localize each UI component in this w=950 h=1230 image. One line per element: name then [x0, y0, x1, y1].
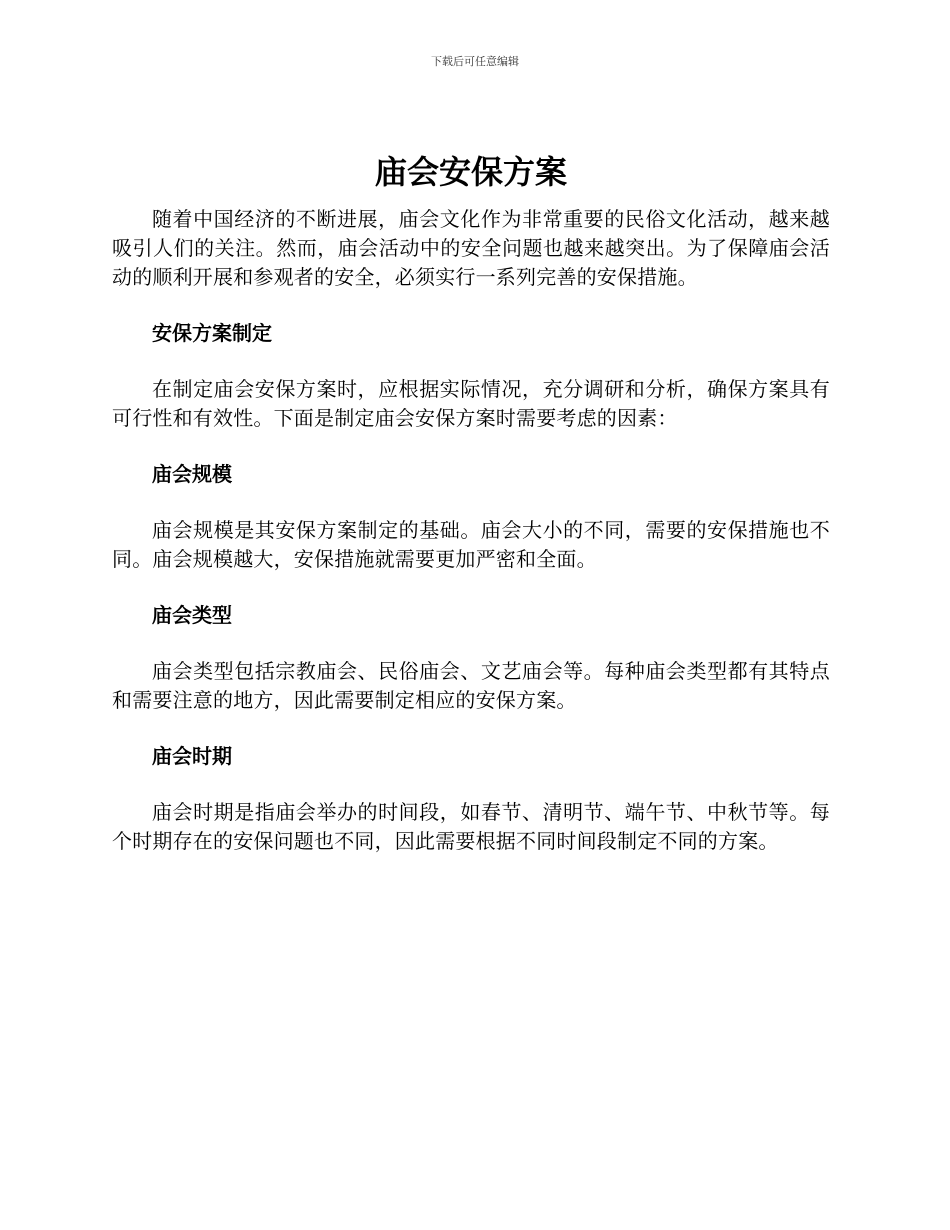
document-body: [112, 150, 830, 856]
section-type: [112, 601, 830, 715]
section-heading: 庙会时期: [152, 744, 232, 768]
section-heading: 庙会类型: [152, 603, 232, 627]
document-title: 庙会安保方案: [374, 153, 567, 191]
page-header-note: 下载后可任意编辑: [431, 55, 519, 68]
section-paragraph: 在制定庙会安保方案时，应根据实际情况，充分调研和分析，确保方案具有可行性和有效性。下面是制定庙会安保方案时需要考虑的因素：: [112, 377, 830, 430]
intro-paragraph: 随着中国经济的不断进展，庙会文化作为非常重要的民俗文化活动，越来越吸引人们的关注。然而，庙会活动中的安全问题也越来越突出。为了保障庙会活动的顺利开展和参观者的安全，必须实行一系列完善的安保措施。: [112, 207, 830, 289]
section-paragraph: 庙会规模是其安保方案制定的基础。庙会大小的不同，需要的安保措施也不同。庙会规模越大，安保措施就需要更加严密和全面。: [112, 518, 830, 571]
section-heading: 庙会规模: [152, 462, 232, 486]
section-paragraph: 庙会类型包括宗教庙会、民俗庙会、文艺庙会等。每种庙会类型都有其特点和需要注意的地方，因此需要制定相应的安保方案。: [112, 659, 830, 712]
section-plan-formulation: [112, 319, 830, 433]
section-heading: 安保方案制定: [152, 321, 272, 345]
section-period: [112, 742, 830, 856]
section-scale: [112, 460, 830, 574]
section-paragraph: 庙会时期是指庙会举办的时间段，如春节、清明节、端午节、中秋节等。每个时期存在的安保问题也不同，因此需要根据不同时间段制定不同的方案。: [112, 800, 830, 853]
